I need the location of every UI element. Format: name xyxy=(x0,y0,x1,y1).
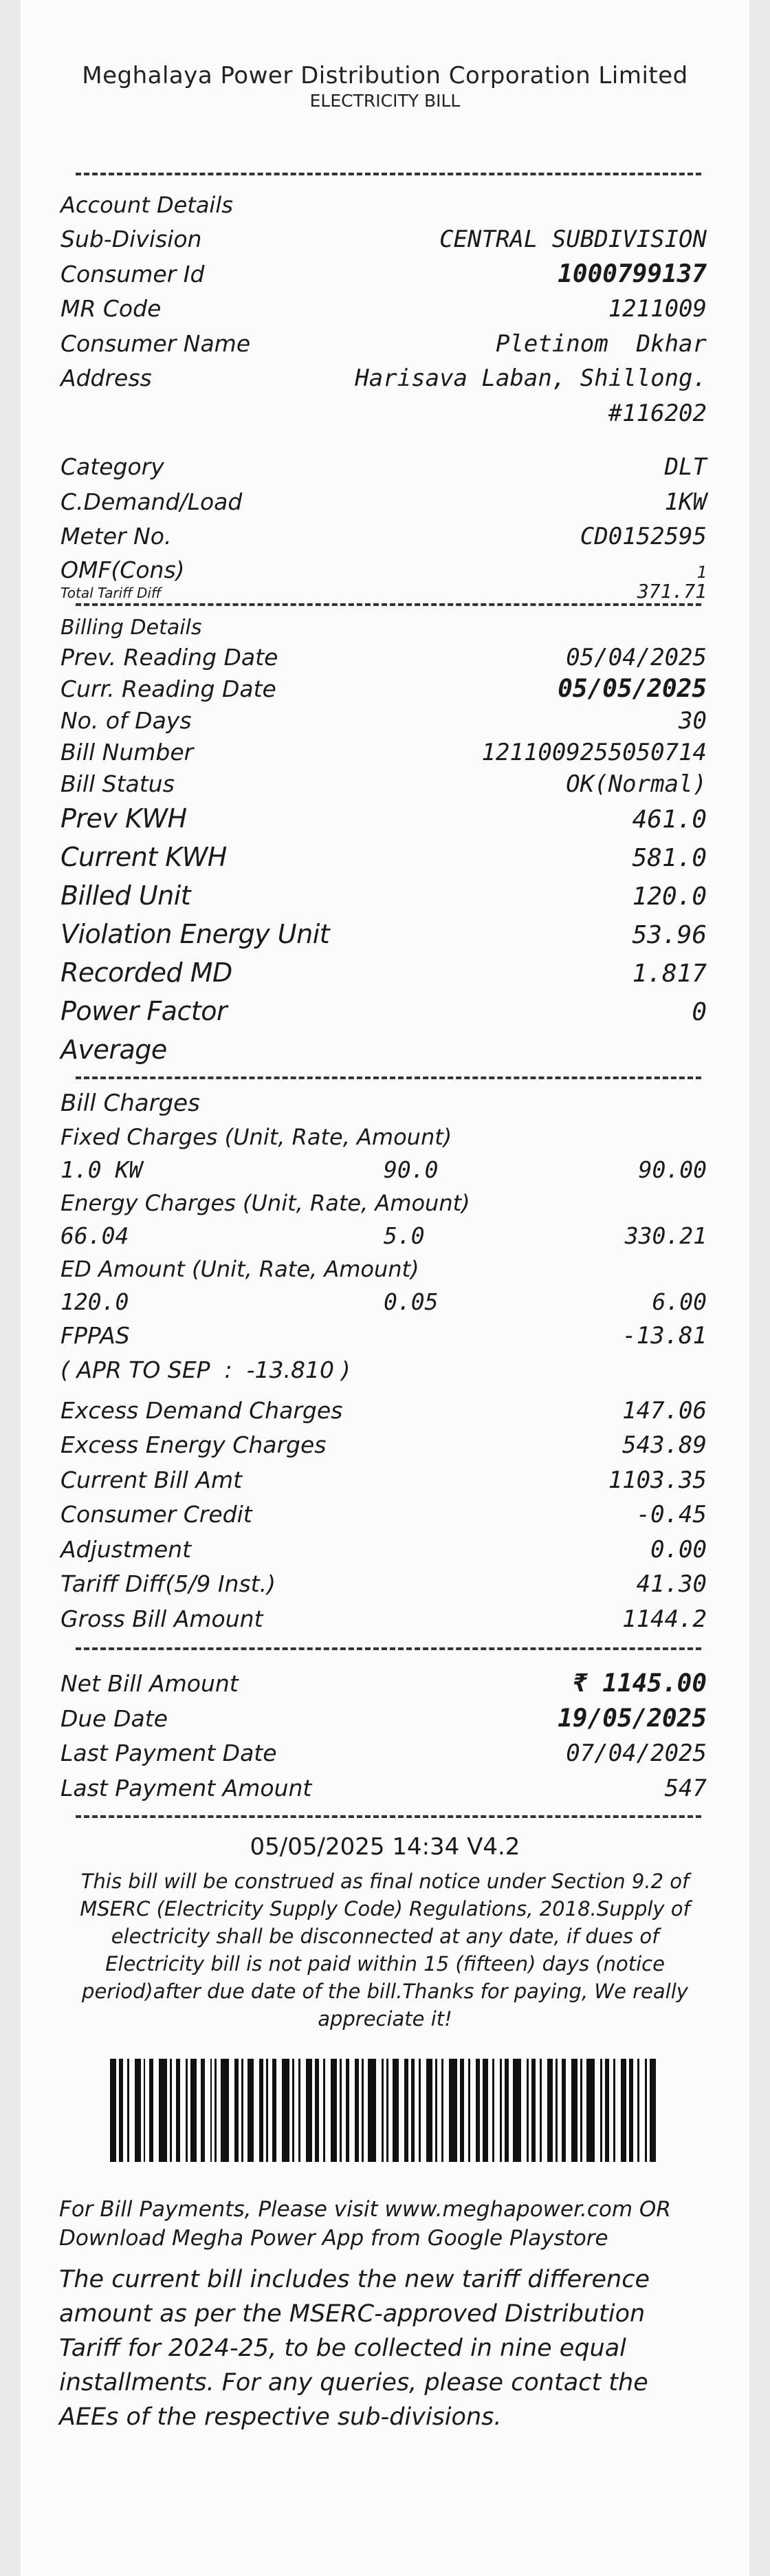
power-factor-value: 0 xyxy=(692,997,707,1026)
ed-amount-row xyxy=(60,1286,707,1319)
barcode-bar xyxy=(492,2059,494,2162)
barcode-bar xyxy=(127,2059,129,2162)
energy-rate: 5.0 xyxy=(384,1222,425,1249)
barcode-bar xyxy=(241,2059,243,2162)
fixed-amount: 90.00 xyxy=(638,1156,707,1183)
barcode-bar xyxy=(637,2059,639,2162)
curr-kwh-label: Current KWH xyxy=(60,841,227,872)
consumer-credit-label: Consumer Credit xyxy=(60,1501,252,1528)
barcode-bar xyxy=(449,2059,457,2162)
barcode-bar xyxy=(419,2059,421,2162)
omf-label: OMF(Cons) xyxy=(60,556,185,583)
average-label: Average xyxy=(60,1034,167,1065)
billed-unit-row xyxy=(60,877,707,916)
prev-kwh-label: Prev KWH xyxy=(60,803,187,834)
barcode-bar xyxy=(272,2059,276,2162)
address-row-2 xyxy=(60,396,707,431)
barcode-bar xyxy=(323,2059,325,2162)
barcode-bar xyxy=(500,2059,502,2162)
consumer-credit-row xyxy=(60,1497,707,1533)
average-row xyxy=(60,1031,707,1068)
bill-charges-title: Bill Charges xyxy=(60,1089,200,1117)
barcode-bar xyxy=(306,2059,312,2162)
recorded-md-row xyxy=(60,954,707,993)
curr-date-row xyxy=(60,673,707,705)
billing-details-title: Billing Details xyxy=(60,615,202,640)
fixed-charges-row xyxy=(60,1154,707,1187)
due-date-label: Due Date xyxy=(60,1704,168,1732)
violation-label: Violation Energy Unit xyxy=(60,918,330,949)
sub-division-value: CENTRAL SUBDIVISION xyxy=(439,226,707,253)
mr-code-value: 1211009 xyxy=(608,295,707,323)
consumer-id-row xyxy=(60,257,707,292)
current-bill-row xyxy=(60,1463,707,1498)
excess-energy-row xyxy=(60,1428,707,1463)
barcode-bar xyxy=(600,2059,602,2162)
barcode-bar xyxy=(527,2059,529,2162)
barcode-bar xyxy=(144,2059,146,2162)
bill-footer xyxy=(21,1833,749,2033)
category-label: Category xyxy=(60,453,164,480)
barcode-bar xyxy=(135,2059,141,2162)
barcode-bar xyxy=(210,2059,212,2162)
tariff-diff-row xyxy=(60,579,707,603)
barcode-bar xyxy=(531,2059,536,2162)
barcode-bar xyxy=(119,2059,123,2162)
billing-details xyxy=(21,614,749,1068)
bill-number-label: Bill Number xyxy=(60,738,194,766)
omf-row xyxy=(60,556,707,584)
barcode-bar xyxy=(605,2059,609,2162)
barcode-bar xyxy=(190,2059,197,2162)
barcode-bar xyxy=(613,2059,615,2162)
barcode-bar xyxy=(266,2059,268,2162)
barcode-bar xyxy=(170,2059,172,2162)
tariff-inst-label: Tariff Diff(5/9 Inst.) xyxy=(60,1570,276,1597)
barcode-bar xyxy=(476,2059,480,2162)
address-line2: #116202 xyxy=(608,399,707,427)
barcode-bar xyxy=(234,2059,239,2162)
cdemand-value: 1KW xyxy=(664,488,707,516)
barcode-bar xyxy=(315,2059,319,2162)
bill-status-label: Bill Status xyxy=(60,770,175,797)
barcode-bar xyxy=(621,2059,627,2162)
ed-amount: 6.00 xyxy=(652,1288,707,1315)
bill-status-row xyxy=(60,768,707,800)
account-details xyxy=(21,188,749,603)
corporation-name: Meghalaya Power Distribution Corporation Limited xyxy=(82,62,688,89)
barcode-bar xyxy=(505,2059,509,2162)
mr-code-row xyxy=(60,292,707,327)
consumer-name-row xyxy=(60,327,707,362)
fppas-value: -13.81 xyxy=(622,1321,707,1350)
barcode-bar xyxy=(149,2059,153,2162)
cdemand-row xyxy=(60,485,707,520)
prev-date-row xyxy=(60,642,707,673)
barcode-bar xyxy=(547,2059,553,2162)
cdemand-label: C.Demand/Load xyxy=(60,488,243,515)
curr-kwh-value: 581.0 xyxy=(632,843,707,872)
violation-row xyxy=(60,916,707,954)
energy-amount: 330.21 xyxy=(624,1222,707,1249)
barcode-bar xyxy=(404,2059,408,2162)
barcode-bar xyxy=(571,2059,578,2162)
net-bill-value: ₹ 1145.00 xyxy=(572,1669,707,1698)
excess-energy-value: 543.89 xyxy=(622,1431,707,1459)
category-value: DLT xyxy=(664,453,707,481)
days-value: 30 xyxy=(679,706,707,735)
divider xyxy=(76,1647,701,1650)
account-details-title: Account Details xyxy=(60,192,233,218)
billed-unit-value: 120.0 xyxy=(632,882,707,911)
fppas-note: ( APR TO SEP : -13.810 ) xyxy=(60,1356,351,1383)
prev-kwh-value: 461.0 xyxy=(632,805,707,834)
barcode-bar xyxy=(513,2059,521,2162)
electricity-bill-receipt xyxy=(21,0,749,2576)
barcode-bar xyxy=(331,2059,337,2162)
ed-unit: 120.0 xyxy=(60,1288,129,1315)
ed-rate: 0.05 xyxy=(384,1288,439,1315)
tariff-diff-value: 371.71 xyxy=(637,579,707,603)
barcode-bar xyxy=(441,2059,443,2162)
barcode-bar xyxy=(629,2059,633,2162)
due-date-row xyxy=(60,1702,707,1737)
consumer-id-value: 1000799137 xyxy=(558,259,707,288)
meter-label: Meter No. xyxy=(60,523,172,550)
fixed-rate: 90.0 xyxy=(384,1156,439,1183)
curr-date-value: 05/05/2025 xyxy=(558,674,707,703)
excess-energy-label: Excess Energy Charges xyxy=(60,1431,327,1458)
consumer-credit-value: -0.45 xyxy=(636,1501,707,1528)
disconnection-notice: This bill will be construed as final notice under Section 9.2 of MSERC (Electricity Supply Code) Regulations, 2018.Supply of electricity shall be disconnected at any date, if dues of Electricity bill is not paid within 15 (fifteen) days (notice period)after due date of the bill.Thanks for paying, We really appreciate it! xyxy=(80,1870,690,2031)
barcode-bar xyxy=(221,2059,229,2162)
barcode-bar xyxy=(468,2059,470,2162)
barcode-bar xyxy=(368,2059,376,2162)
tariff-diff-label: Total Tariff Diff xyxy=(60,584,162,601)
billed-unit-label: Billed Unit xyxy=(60,880,191,911)
adjustment-value: 0.00 xyxy=(650,1535,707,1563)
barcode-bar xyxy=(159,2059,167,2162)
barcode-bar xyxy=(292,2059,294,2162)
power-factor-label: Power Factor xyxy=(60,995,228,1026)
ed-amount-label: ED Amount (Unit, Rate, Amount) xyxy=(60,1255,419,1282)
last-payment-date-label: Last Payment Date xyxy=(60,1740,277,1766)
curr-date-label: Curr. Reading Date xyxy=(60,675,276,702)
last-payment-amount-label: Last Payment Amount xyxy=(60,1774,312,1801)
last-payment-amount-row xyxy=(60,1771,707,1806)
barcode-bar xyxy=(355,2059,359,2162)
address-line1: Harisava Laban, Shillong. xyxy=(355,365,707,392)
barcode-bar xyxy=(562,2059,566,2162)
energy-charges-label: Energy Charges (Unit, Rate, Amount) xyxy=(60,1189,470,1216)
barcode-bar xyxy=(393,2059,399,2162)
fppas-row xyxy=(60,1319,707,1354)
bill-number-row xyxy=(60,737,707,768)
barcode-bar xyxy=(201,2059,205,2162)
consumer-name-value: Pletinom Dkhar xyxy=(495,329,707,358)
consumer-id-label: Consumer Id xyxy=(60,260,205,288)
tariff-info: The current bill includes the new tariff difference amount as per the MSERC-approved Distribution Tariff for 2024-25, to be collected in nine equal installments. For any queries, please contact the AEEs of the respective sub-divisions. xyxy=(59,2266,650,2431)
mr-code-label: MR Code xyxy=(60,295,162,322)
barcode-bar xyxy=(460,2059,464,2162)
fppas-label: FPPAS xyxy=(60,1321,130,1349)
barcode-bar xyxy=(411,2059,415,2162)
divider xyxy=(76,173,701,175)
barcode-bar xyxy=(346,2059,350,2162)
gross-value: 1144.2 xyxy=(622,1605,707,1633)
address-row xyxy=(60,361,707,396)
recorded-md-value: 1.817 xyxy=(632,959,707,988)
barcode-bar xyxy=(382,2059,384,2162)
barcode-bar xyxy=(282,2059,290,2162)
payment-info: For Bill Payments, Please visit www.meghapower.com OR Download Megha Power App from Google Playstore xyxy=(59,2197,671,2251)
excess-demand-row xyxy=(60,1394,707,1429)
meter-value: CD0152595 xyxy=(580,523,707,550)
violation-value: 53.96 xyxy=(632,920,707,949)
bill-charges xyxy=(21,1086,749,1637)
fixed-charges-label: Fixed Charges (Unit, Rate, Amount) xyxy=(60,1123,452,1150)
barcode-bar xyxy=(298,2059,300,2162)
barcode-bar xyxy=(586,2059,595,2162)
meter-row xyxy=(60,519,707,554)
barcode-bar xyxy=(435,2059,437,2162)
excess-demand-label: Excess Demand Charges xyxy=(60,1396,343,1424)
fixed-unit: 1.0 KW xyxy=(60,1156,143,1183)
barcode-bar xyxy=(362,2059,364,2162)
adjustment-row xyxy=(60,1533,707,1568)
barcode-bar xyxy=(580,2059,582,2162)
power-factor-row xyxy=(60,993,707,1031)
barcode-bar xyxy=(650,2059,656,2162)
barcode-bar xyxy=(483,2059,489,2162)
barcode-image xyxy=(110,2059,660,2162)
last-payment-date-value: 07/04/2025 xyxy=(566,1740,707,1767)
barcode-bar xyxy=(259,2059,263,2162)
bill-summary xyxy=(21,1667,749,1806)
barcode-bar xyxy=(556,2059,558,2162)
barcode-bar xyxy=(214,2059,217,2162)
divider xyxy=(76,603,701,606)
consumer-name-label: Consumer Name xyxy=(60,329,251,357)
prev-kwh-row xyxy=(60,800,707,838)
bill-header xyxy=(21,62,749,111)
tariff-inst-value: 41.30 xyxy=(636,1570,707,1598)
address-label: Address xyxy=(60,365,152,391)
bill-type: ELECTRICITY BILL xyxy=(309,91,461,111)
bill-number-value: 1211009255050714 xyxy=(481,738,707,766)
prev-date-label: Prev. Reading Date xyxy=(60,643,278,671)
omf-value: 1 xyxy=(696,562,707,582)
gross-row xyxy=(60,1602,707,1637)
barcode-bar xyxy=(645,2059,647,2162)
net-bill-row xyxy=(60,1667,707,1702)
barcode-bar xyxy=(186,2059,188,2162)
print-timestamp: 05/05/2025 14:34 V4.2 xyxy=(250,1833,520,1861)
barcode-bar xyxy=(426,2059,432,2162)
barcode-bar xyxy=(110,2059,116,2162)
days-row xyxy=(60,705,707,737)
sub-division-label: Sub-Division xyxy=(60,226,202,252)
curr-kwh-row xyxy=(60,838,707,877)
last-payment-date-row xyxy=(60,1736,707,1771)
barcode-bar xyxy=(340,2059,342,2162)
days-label: No. of Days xyxy=(60,706,192,734)
barcode-bar xyxy=(176,2059,180,2162)
recorded-md-label: Recorded MD xyxy=(60,957,232,988)
barcode-bar xyxy=(248,2059,254,2162)
category-row xyxy=(60,450,707,485)
barcode-bar xyxy=(386,2059,388,2162)
current-bill-label: Current Bill Amt xyxy=(60,1466,243,1493)
energy-unit: 66.04 xyxy=(60,1222,129,1249)
current-bill-value: 1103.35 xyxy=(608,1466,707,1494)
divider xyxy=(76,1815,701,1818)
energy-charges-row xyxy=(60,1220,707,1253)
due-date-value: 19/05/2025 xyxy=(558,1704,707,1733)
barcode-bar xyxy=(540,2059,542,2162)
divider xyxy=(76,1076,701,1079)
adjustment-label: Adjustment xyxy=(60,1535,192,1563)
tariff-inst-row xyxy=(60,1567,707,1602)
net-bill-label: Net Bill Amount xyxy=(60,1670,239,1697)
gross-label: Gross Bill Amount xyxy=(60,1605,263,1632)
prev-date-value: 05/04/2025 xyxy=(566,643,707,671)
excess-demand-value: 147.06 xyxy=(622,1396,707,1425)
last-payment-amount-value: 547 xyxy=(664,1774,707,1802)
fppas-note-row xyxy=(60,1353,707,1388)
sub-division-row xyxy=(60,222,707,257)
bill-status-value: OK(Normal) xyxy=(566,770,707,798)
